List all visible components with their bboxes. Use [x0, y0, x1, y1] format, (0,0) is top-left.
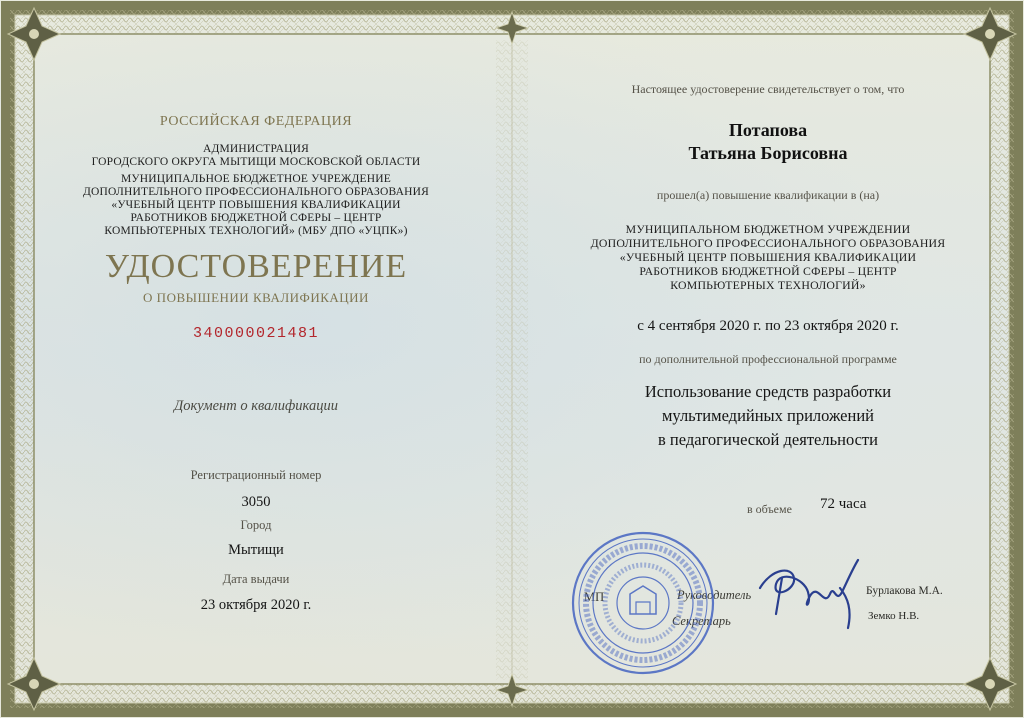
- intro-text: Настоящее удостоверение свидетельствует о том, что: [631, 82, 905, 96]
- stamp-mark-label: МП: [584, 590, 605, 604]
- issue-date-label: Дата выдачи: [222, 572, 290, 586]
- org-line-5: КОМПЬЮТЕРНЫХ ТЕХНОЛОГИЙ» (МБУ ДПО «УЦПК»): [104, 225, 408, 237]
- city-value: Мытищи: [228, 542, 284, 558]
- stamp-seal: [568, 528, 718, 678]
- director-name: Бурлакова М.А.: [866, 585, 943, 597]
- program-line-1: Использование средств разработки: [644, 382, 892, 401]
- org-line-1: МУНИЦИПАЛЬНОМ БЮДЖЕТНОМ УЧРЕЖДЕНИИ: [625, 222, 911, 236]
- document-title: УДОСТОВЕРЕНИЕ: [104, 248, 408, 285]
- secretary-name: Земко Н.В.: [868, 610, 920, 622]
- signature: [752, 548, 872, 638]
- document-number: 340000021481: [192, 325, 320, 342]
- org-line-4: РАБОТНИКОВ БЮДЖЕТНОЙ СФЕРЫ – ЦЕНТР: [130, 212, 382, 224]
- registration-label: Регистрационный номер: [190, 468, 322, 482]
- recipient-given-names: Татьяна Борисовна: [688, 143, 848, 163]
- org-line-5: КОМПЬЮТЕРНЫХ ТЕХНОЛОГИЙ»: [670, 278, 866, 292]
- org-line-4: РАБОТНИКОВ БЮДЖЕТНОЙ СФЕРЫ – ЦЕНТР: [639, 264, 897, 278]
- org-line-1: МУНИЦИПАЛЬНОЕ БЮДЖЕТНОЕ УЧРЕЖДЕНИЕ: [120, 173, 392, 185]
- program-line-2: мультимедийных приложений: [661, 406, 874, 425]
- study-period: с 4 сентября 2020 г. по 23 октября 2020 г.: [637, 318, 899, 334]
- admin-line-1: АДМИНИСТРАЦИЯ: [202, 143, 310, 155]
- org-line-2: ДОПОЛНИТЕЛЬНОГО ПРОФЕССИОНАЛЬНОГО ОБРАЗОВАНИЯ: [590, 236, 946, 250]
- director-label: Руководитель: [677, 588, 752, 602]
- org-line-2: ДОПОЛНИТЕЛЬНОГО ПРОФЕССИОНАЛЬНОГО ОБРАЗОВАНИЯ: [82, 186, 429, 198]
- volume-label: в объеме: [747, 502, 792, 516]
- org-line-3: «УЧЕБНЫЙ ЦЕНТР ПОВЫШЕНИЯ КВАЛИФИКАЦИИ: [111, 199, 401, 211]
- secretary-label: Секретарь: [672, 614, 731, 628]
- program-label: по дополнительной профессиональной программе: [639, 352, 897, 366]
- document-subtitle: О ПОВЫШЕНИИ КВАЛИФИКАЦИИ: [143, 290, 369, 305]
- issue-date-value: 23 октября 2020 г.: [200, 597, 312, 613]
- document-type: Документ о квалификации: [174, 398, 338, 414]
- right-page: [512, 0, 1024, 718]
- volume-value: 72 часа: [820, 496, 867, 512]
- city-label: Город: [240, 518, 272, 532]
- passed-text: прошел(а) повышение квалификации в (на): [656, 188, 880, 202]
- country-name: РОССИЙСКАЯ ФЕДЕРАЦИЯ: [159, 114, 353, 129]
- program-line-3: в педагогической деятельности: [658, 430, 878, 449]
- registration-number: 3050: [241, 494, 271, 510]
- admin-line-2: ГОРОДСКОГО ОКРУГА МЫТИЩИ МОСКОВСКОЙ ОБЛАСТИ: [91, 156, 421, 168]
- org-line-3: «УЧЕБНЫЙ ЦЕНТР ПОВЫШЕНИЯ КВАЛИФИКАЦИИ: [619, 250, 917, 264]
- recipient-surname: Потапова: [728, 120, 808, 140]
